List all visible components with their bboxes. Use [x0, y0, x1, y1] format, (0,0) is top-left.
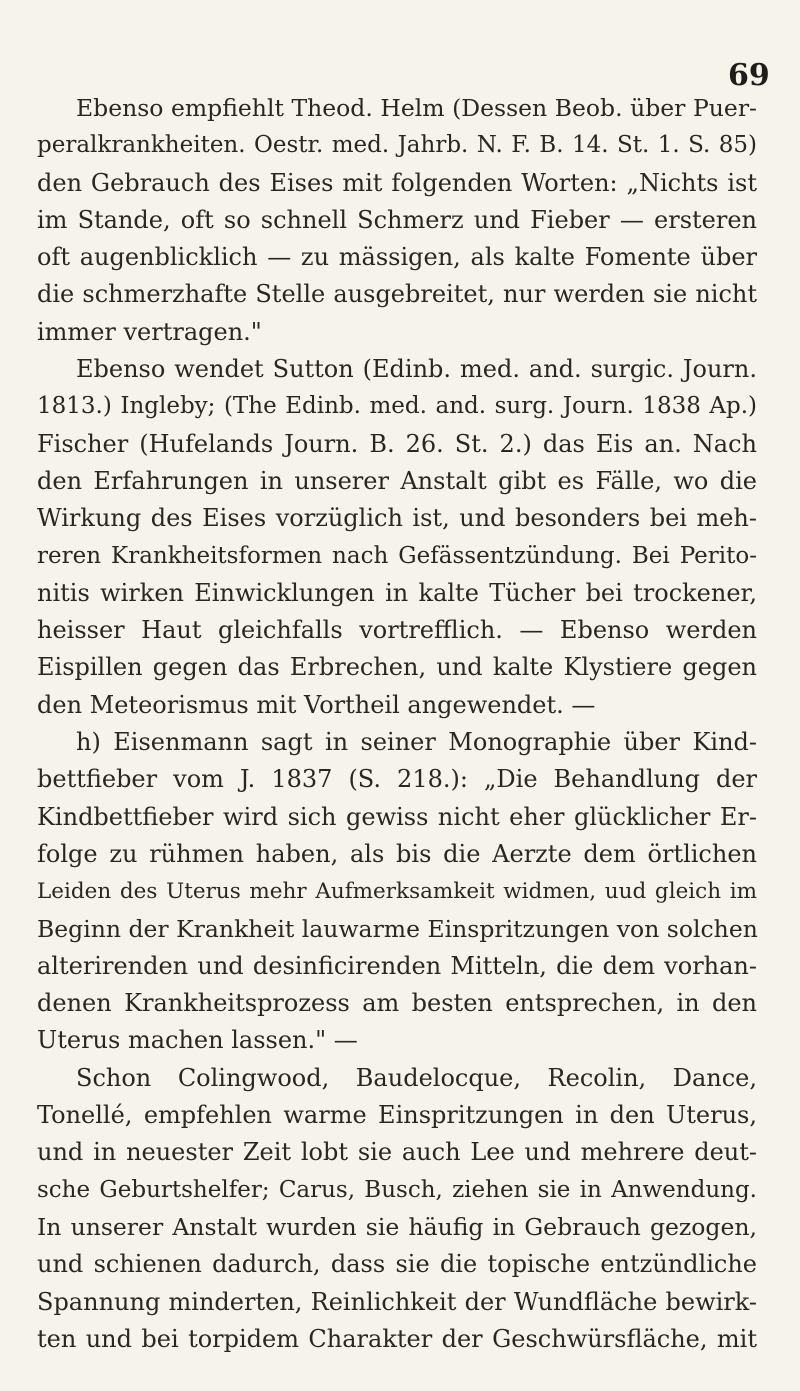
text-line: oft augenblicklich — zu mässigen, als kalte Fomente über [37, 243, 757, 272]
text-line: peralkrankheiten. Oestr. med. Jahrb. N. F. B. 14. St. 1. S. 85) [37, 132, 757, 159]
text-line: h) Eisenmann sagt in seiner Monographie über Kind- [76, 728, 757, 757]
text-line: den Gebrauch des Eises mit folgenden Worten: „Nichts ist [37, 168, 757, 197]
text-line: In unserer Anstalt wurden sie häufig in Gebrauch gezogen, [37, 1212, 757, 1241]
text-line: Beginn der Krankheit lauwarme Einspritzungen von solchen [37, 914, 758, 943]
text-line: Leiden des Uterus mehr Aufmerksamkeit widmen, uud gleich im [37, 879, 757, 905]
text-line: heisser Haut gleichfalls vortrefflich. — Ebenso werden [37, 616, 757, 645]
text-line: die schmerzhafte Stelle ausgebreitet, nur werden sie nicht [37, 280, 757, 309]
text-line: reren Krankheitsformen nach Gefässentzündung. Bei Perito- [37, 542, 757, 569]
text-line: im Stande, oft so schnell Schmerz und Fieber — ersteren [37, 205, 757, 234]
text-line: sche Geburtshelfer; Carus, Busch, ziehen sie in Anwendung. [37, 1176, 757, 1203]
body-text [37, 90, 757, 1358]
text-line: Ebenso wendet Sutton (Edinb. med. and. surgic. Journ. [76, 355, 757, 384]
text-line: Tonellé, empfehlen warme Einspritzungen in den Uterus, [37, 1101, 757, 1130]
text-line: Kindbettfieber wird sich gewiss nicht eher glücklicher Er- [37, 802, 757, 831]
text-line: Schon Colingwood, Baudelocque, Recolin, Dance, [76, 1063, 757, 1092]
text-line: und schienen dadurch, dass sie die topische entzündliche [37, 1250, 757, 1279]
text-line: folge zu rühmen haben, als bis die Aerzte dem örtlichen [37, 839, 757, 868]
text-line: Spannung minderten, Reinlichkeit der Wundfläche bewirk- [37, 1287, 757, 1316]
text-line: bettfieber vom J. 1837 (S. 218.): „Die Behandlung der [37, 765, 757, 794]
text-line: ten und bei torpidem Charakter der Geschwürsfläche, mit [37, 1324, 757, 1353]
text-line: 1813.) Ingleby; (The Edinb. med. and. surg. Journ. 1838 Ap.) [37, 393, 757, 420]
text-line: alterirenden und desinficirenden Mitteln, die dem vorhan- [37, 951, 757, 980]
text-line: nitis wirken Einwicklungen in kalte Tücher bei trockener, [37, 578, 757, 607]
text-line: Fischer (Hufelands Journ. B. 26. St. 2.) das Eis an. Nach [37, 429, 757, 458]
text-line: den Meteorismus mit Vortheil angewendet. — [37, 690, 596, 719]
text-line: Eispillen gegen das Erbrechen, und kalte Klystiere gegen [37, 653, 757, 682]
text-line: den Erfahrungen in unserer Anstalt gibt es Fälle, wo die [37, 466, 757, 495]
text-line: Uterus machen lassen." — [37, 1026, 358, 1055]
text-line: denen Krankheitsprozess am besten entsprechen, in den [37, 989, 757, 1018]
text-line: Ebenso empfiehlt Theod. Helm (Dessen Beob. über Puer- [76, 94, 757, 122]
page-number: 69 [728, 58, 770, 93]
text-line: und in neuester Zeit lobt sie auch Lee und mehrere deut- [37, 1138, 757, 1167]
text-line: immer vertragen." [37, 317, 262, 346]
text-line: Wirkung des Eises vorzüglich ist, und besonders bei meh- [37, 504, 757, 533]
